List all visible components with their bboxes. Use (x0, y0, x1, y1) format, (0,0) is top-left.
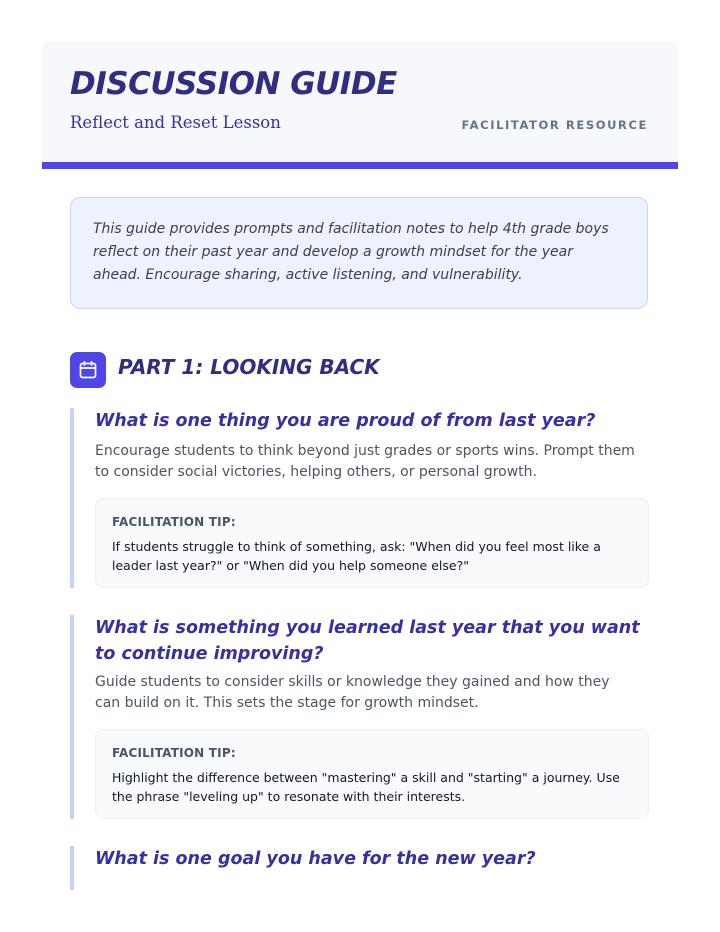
question-title: What is something you learned last year that you want to continue improving? (95, 618, 640, 664)
tip-text: If students struggle to think of something, ask: "When did you feel most like a leader last year?" or "When did you help someone else?" (112, 539, 601, 573)
question-rail (70, 408, 74, 588)
question-title: What is one goal you have for the new year? (95, 849, 536, 869)
question-rail (70, 846, 74, 890)
question-description: Encourage students to think beyond just grades or sports wins. Prompt them to consider social victories, helping others, or personal growth. (95, 443, 635, 480)
question-block (70, 615, 650, 819)
page-subtitle: Reflect and Reset Lesson (70, 113, 281, 132)
question-block (70, 408, 650, 588)
intro-callout (70, 197, 648, 309)
tip-label: FACILITATION TIP: (112, 515, 236, 529)
tip-text: Highlight the difference between "mastering" a skill and "starting" a journey. Use the phrase "leveling up" to resonate with their interests. (112, 770, 620, 804)
question-rail (70, 615, 74, 819)
intro-text: This guide provides prompts and facilitation notes to help 4th grade boys reflect on their past year and develop a growth mindset for the year ahead. Encourage sharing, active listening, and vulnerability. (93, 221, 609, 283)
question-description: Guide students to consider skills or knowledge they gained and how they can build on it. This sets the stage for growth mindset. (95, 674, 610, 711)
guide-header (42, 42, 678, 162)
facilitation-tip (95, 498, 649, 588)
calendar-icon (70, 352, 106, 388)
page-title: DISCUSSION GUIDE (70, 66, 397, 102)
facilitation-tip (95, 729, 649, 819)
resource-tag: FACILITATOR RESOURCE (461, 118, 648, 132)
header-accent-bar (42, 162, 678, 169)
question-title: What is one thing you are proud of from last year? (95, 411, 596, 431)
tip-label: FACILITATION TIP: (112, 746, 236, 760)
question-block (70, 846, 650, 890)
section-heading: PART 1: LOOKING BACK (118, 355, 380, 379)
